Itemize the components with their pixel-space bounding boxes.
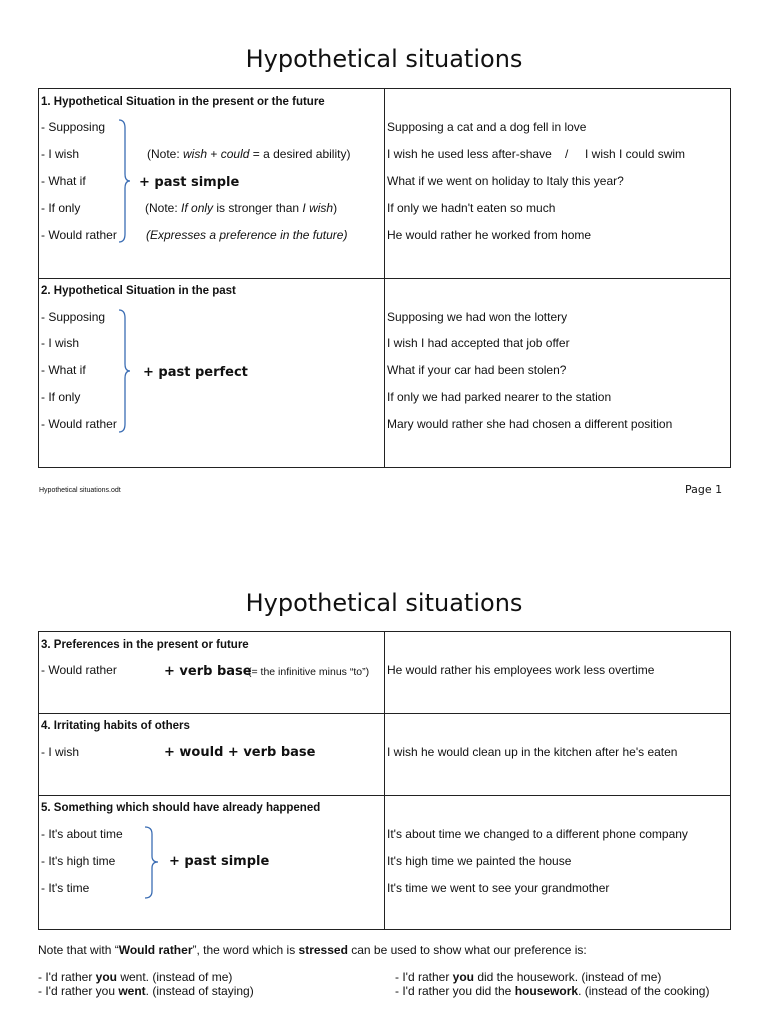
grammar-table-2 [38,631,731,930]
formula-note: (= the infinitive minus “to”) [248,666,370,678]
example-sentence: I wish I had accepted that job offer [387,336,570,350]
trigger-item: - What if [41,363,86,377]
trigger-item: - It's high time [41,854,116,868]
formula-label: + past perfect [143,365,248,380]
example-sentence: I wish I could swim [585,147,686,161]
example-sentence: Supposing we had won the lottery [387,310,568,324]
table-row [39,796,731,930]
rule-cell [39,714,385,796]
table-row [39,632,731,714]
example-cell [385,632,731,714]
example-sentence: He would rather his employees work less overtime [387,663,655,677]
grammar-table-1 [38,88,731,468]
example-sentence: It's about time we changed to a different phone company [387,827,688,841]
note-wish: (Note: wish + could = a desired ability) [147,147,351,161]
trigger-item: - Would rather [41,663,117,677]
example-sentence: What if your car had been stolen? [387,363,567,377]
example-sentence: I wish he used less after-shave [387,147,552,161]
curly-brace-icon [143,825,159,900]
footer-filename: Hypothetical situations.odt [39,487,121,494]
example-sentence: It's high time we painted the house [387,854,572,868]
trigger-item: - It's about time [41,827,123,841]
example-cell [385,89,731,279]
trigger-item: - I wish [41,745,80,759]
example-sentence: What if we went on holiday to Italy this year? [387,174,624,188]
separator: / [565,147,569,161]
example-sentence: Mary would rather she had chosen a different position [387,417,673,431]
example-cell [385,796,731,930]
table-row [39,89,731,279]
example-sentence: He would rather he worked from home [387,228,592,242]
table-row [39,279,731,468]
trigger-item: - It's time [41,881,90,895]
rule-cell [39,279,385,468]
note-example-right: - I'd rather you did the housework. (instead of the cooking) [395,984,710,998]
example-cell [385,714,731,796]
stress-note: Note that with “Would rather”, the word which is stressed can be used to show what our preference is: [38,943,587,957]
section-heading: 4. Irritating habits of others [41,720,190,732]
page-title: Hypothetical situations [245,45,523,73]
section-heading: 3. Preferences in the present or future [41,639,249,651]
trigger-item: - I wish [41,336,80,350]
formula-label: + verb base [164,664,252,679]
formula-label: + past simple [139,175,240,190]
formula-label: + would + verb base [164,745,316,760]
section-heading: 5. Something which should have already happened [41,802,321,814]
page-number: Page 1 [685,483,723,496]
note-would-rather: (Expresses a preference in the future) [146,228,348,242]
note-example-right: - I'd rather you did the housework. (instead of me) [395,970,662,984]
rule-cell [39,796,385,930]
formula-label: + past simple [169,854,270,869]
trigger-item: - Would rather [41,417,117,431]
trigger-item: - If only [41,390,81,404]
curly-brace-icon [117,308,131,434]
note-example-left: - I'd rather you went. (instead of staying) [38,984,254,998]
trigger-item: - Would rather [41,228,117,242]
example-sentence: If only we hadn't eaten so much [387,201,556,215]
section-heading: 1. Hypothetical Situation in the present or the future [41,96,325,108]
trigger-item: - Supposing [41,310,106,324]
example-cell [385,279,731,468]
page-title: Hypothetical situations [245,589,523,617]
table-row [39,714,731,796]
trigger-item: - If only [41,201,81,215]
trigger-item: - What if [41,174,86,188]
section-heading: 2. Hypothetical Situation in the past [41,285,236,297]
example-sentence: It's time we went to see your grandmother [387,881,610,895]
note-if-only: (Note: If only is stronger than I wish) [145,201,338,215]
rule-cell [39,632,385,714]
trigger-item: - Supposing [41,120,106,134]
trigger-item: - I wish [41,147,80,161]
note-example-left: - I'd rather you went. (instead of me) [38,970,233,984]
example-sentence: Supposing a cat and a dog fell in love [387,120,587,134]
rule-cell [39,89,385,279]
curly-brace-icon [117,118,131,244]
example-sentence: I wish he would clean up in the kitchen after he's eaten [387,745,678,759]
example-sentence: If only we had parked nearer to the station [387,390,612,404]
